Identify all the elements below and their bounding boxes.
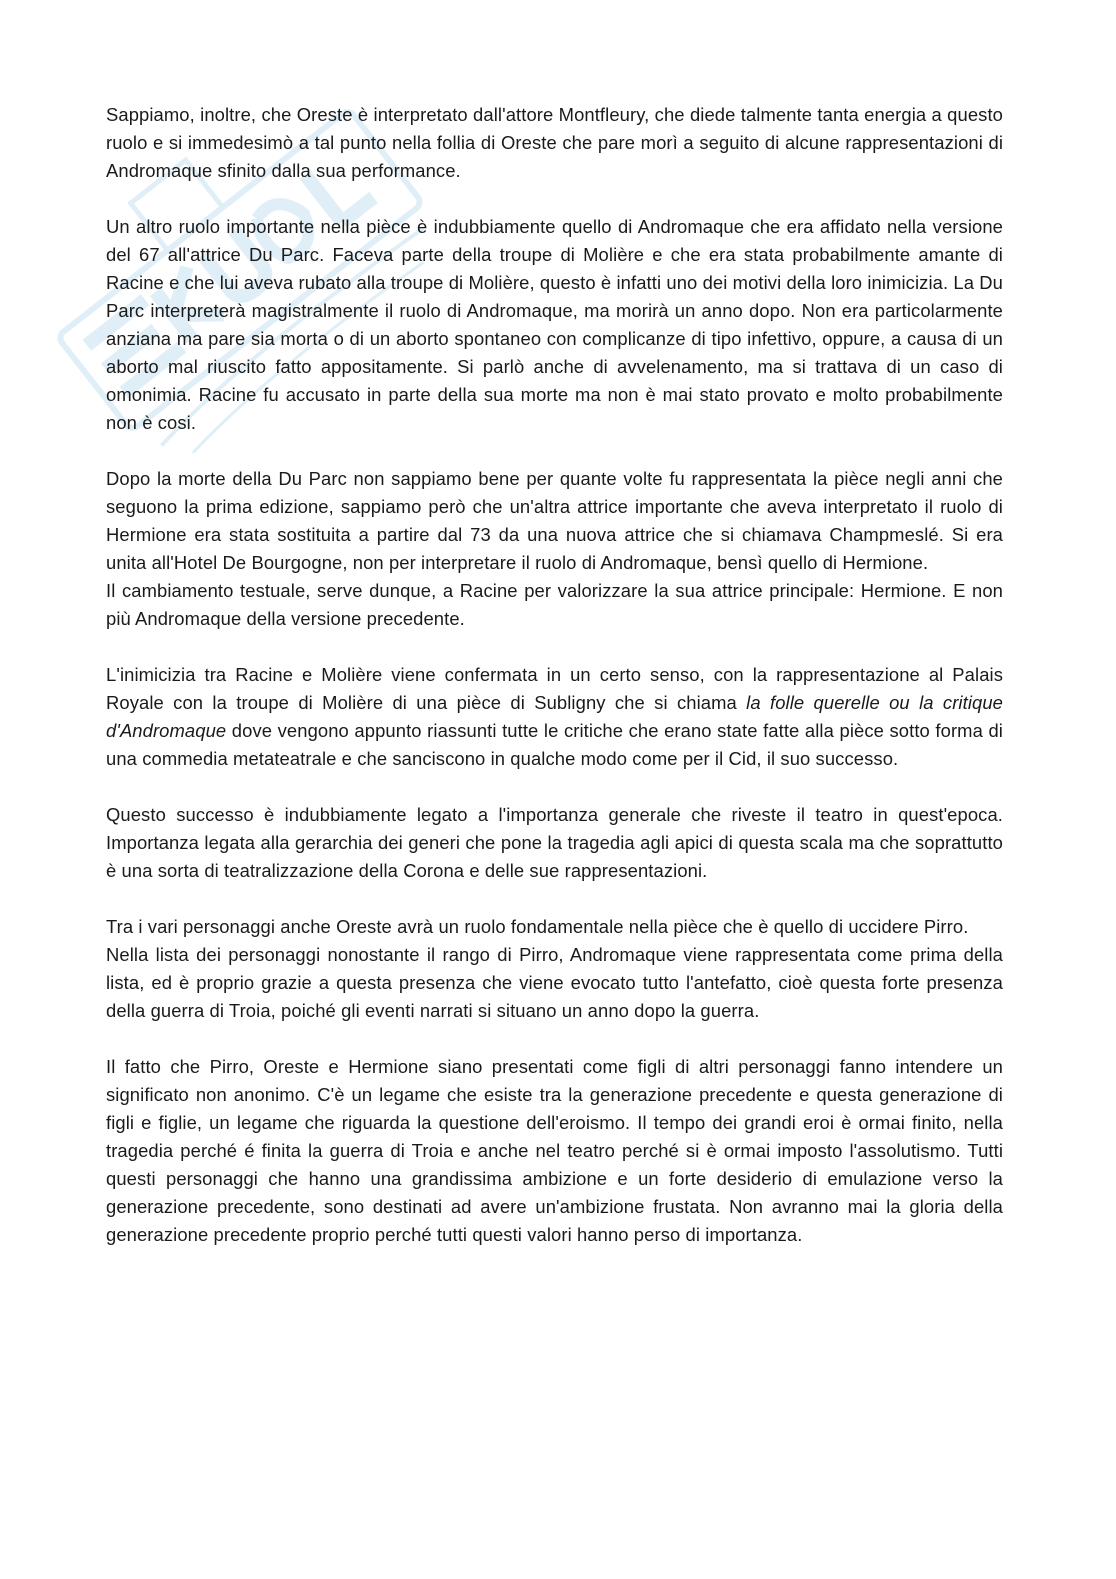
paragraph-champmesle: Dopo la morte della Du Parc non sappiamo bene per quante volte fu rappresentata la pièce negli anni che seguono la prima edizione, sappiamo però che un'altra attrice importante che aveva interpretato il ruolo di Hermione era stata sostituita a partire dal 73 da una nuova attrice che si chiamava Champmeslé. Si era unita all'Hotel De Bourgogne, non per interpretare il ruolo di Andromaque, bensì quello di Hermione. — [106, 468, 1003, 573]
paragraph-subligny-lead: L'inimicizia tra Racine e Molière viene confermata in un certo senso, con la rappresentazione al Palais Royale con la troupe di Molière di una pièce di Subligny che si chiama — [106, 664, 1003, 713]
paragraph-montfleury: Sappiamo, inoltre, che Oreste è interpretato dall'attore Montfleury, che diede talmente tanta energia a questo ruolo e si immedesimò a tal punto nella follia di Oreste che pare morì a seguito di alcune rappresentazioni di Andromaque sfinito dalla sua performance. — [106, 104, 1003, 181]
paragraph-du-parc: Un altro ruolo importante nella pièce è indubbiamente quello di Andromaque che era affidato nella versione del 67 all'attrice Du Parc. Faceva parte della troupe di Molière e che era stata probabilmente amante di Racine e che lui aveva rubato alla troupe di Molière, questo è infatti uno dei motivi della loro inimicizia. La Du Parc interpreterà magistralmente il ruolo di Andromaque, ma morirà un anno dopo. Non era particolarmente anziana ma pare sia morta o di un aborto spontaneo con complicanze di tipo infettivo, oppure, a causa di un aborto mal riuscito fatto appositamente. Si parlò anche di avvelenamento, ma si trattava di un caso di omonimia. Racine fu accusato in parte della sua morte ma non è mai stato provato e molto probabilmente non è cosi. — [106, 216, 1003, 433]
document-body — [106, 101, 1003, 1277]
play-title-italic: la folle querelle ou la critique d'Andromaque — [106, 692, 1003, 741]
paragraph-cambiamento-testuale: Il cambiamento testuale, serve dunque, a Racine per valorizzare la sua attrice principale: Hermione. E non più Andromaque della versione precedente. — [106, 580, 1003, 629]
paragraph-successo: Questo successo è indubbiamente legato a l'importanza generale che riveste il teatro in quest'epoca. Importanza legata alla gerarchia dei generi che pone la tragedia agli apici di questa scala ma che soprattutto è una sorta di teatralizzazione della Corona e delle sue rappresentazioni. — [106, 804, 1003, 881]
paragraph-subligny-tail: dove vengono appunto riassunti tutte le critiche che erano state fatte alla pièce sotto forma di una commedia metateatrale e che sanciscono in qualche modo come per il Cid, il suo successo. — [106, 720, 1003, 769]
paragraph-subligny — [106, 661, 1003, 773]
paragraph-eroismo: Il fatto che Pirro, Oreste e Hermione siano presentati come figli di altri personaggi fanno intendere un significato non anonimo. C'è un legame che esiste tra la generazione precedente e questa generazione di figli e figlie, un legame che riguarda la questione dell'eroismo. Il tempo dei grandi eroi è ormai finito, nella tragedia perché é finita la guerra di Troia e anche nel teatro perché si è ormai imposto l'assolutismo. Tutti questi personaggi che hanno una grandissima ambizione e un forte desiderio di emulazione verso la generazione precedente, sono destinati ad avere un'ambizione frustata. Non avranno mai la gloria della generazione precedente proprio perché tutti questi valori hanno perso di importanza. — [106, 1056, 1003, 1245]
paragraph-oreste-ruolo: Tra i vari personaggi anche Oreste avrà un ruolo fondamentale nella pièce che è quello di uccidere Pirro. — [106, 916, 969, 937]
paragraph-lista-personaggi: Nella lista dei personaggi nonostante il rango di Pirro, Andromaque viene rappresentata come prima della lista, ed è proprio grazie a questa presenza che viene evocato tutto l'antefatto, cioè questa forte presenza della guerra di Troia, poiché gli eventi narrati si situano un anno dopo la guerra. — [106, 944, 1003, 1021]
